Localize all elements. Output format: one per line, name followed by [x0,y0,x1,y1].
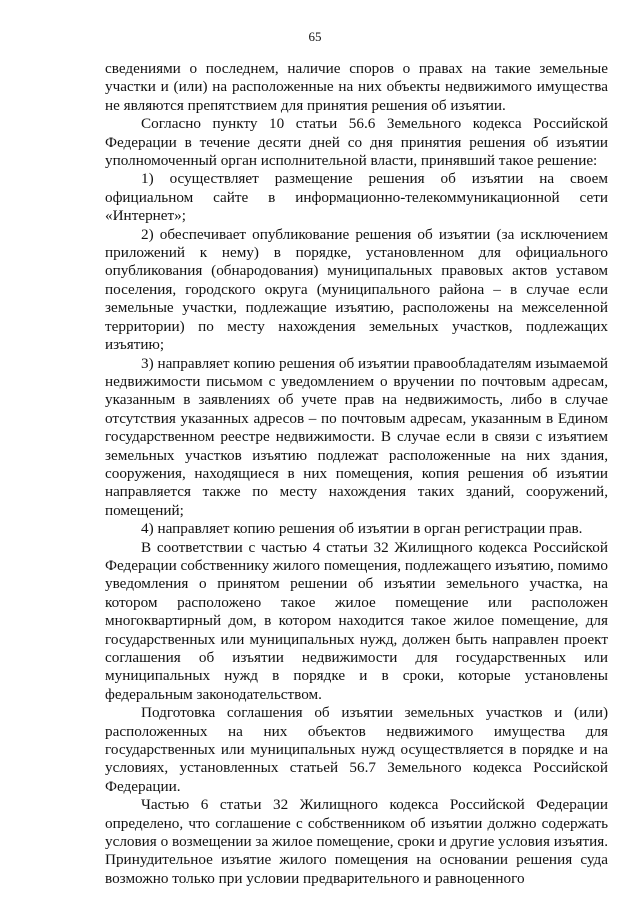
paragraph: сведениями о последнем, наличие споров о правах на такие земельные участки и (или) на расположенные на них объекты недвижимого имущества не являются препятствием для принятия решения об изъятии. [105,60,608,114]
list-item: 4) направляет копию решения об изъятии в орган регистрации прав. [141,520,583,538]
body-text [105,60,608,888]
list-item: 3) направляет копию решения об изъятии правообладателям изымаемой недвижимости письмом с уведомлением о вручении по почтовым адресам, указанным в заявлениях об учете прав на недвижимость, либо в случае отсутствия указанных адресов – по почтовым адресам, указанным в Едином государственном реестре недвижимости. В случае если в связи с изъятием земельных участков изъятию подлежат расположенные на них здания, сооружения, находящиеся в них помещения, копия решения об изъятии направляется также по месту нахождения таких зданий, сооружений, помещений; [105,354,608,519]
list-item: 1) осуществляет размещение решения об изъятии на своем официальном сайте в информационно-телекоммуникационной сети «Интернет»; [105,170,608,225]
paragraph: Частью 6 статьи 32 Жилищного кодекса Российской Федерации определено, что соглашение с собственником об изъятии должно содержать условия о возмещении за жилое помещение, сроки и другие условия изъятия. Принудительное изъятие жилого помещения на основании решения суда возможно только при условии предварительного и равноценного [105,796,608,887]
list-item: 2) обеспечивает опубликование решения об изъятии (за исключением приложений к нему) в порядке, установленном для официального опубликования (обнародования) муниципальных правовых актов уставом поселения, городского округа (муниципального района – в случае если земельные участки, подлежащие изъятию, расположены на межселенной территории) по месту нахождения земельных участков, подлежащих изъятию; [105,225,608,354]
paragraph: Согласно пункту 10 статьи 56.6 Земельного кодекса Российской Федерации в течение десяти дней со дня принятия решения об изъятии уполномоченный орган исполнительной власти, принявший такое решение: [105,115,608,170]
paragraph: В соответствии с частью 4 статьи 32 Жилищного кодекса Российской Федерации собственнику жилого помещения, подлежащего изъятию, помимо уведомления о принятом решении об изъятии земельного участка, на котором расположено такое жилое помещение или расположен многоквартирный дом, в котором находится такое жилое помещение, для государственных или муниципальных нужд, должен быть направлен проект соглашения об изъятии недвижимости для государственных или муниципальных нужд в порядке и в сроки, которые установлены федеральным законодательством. [105,538,608,703]
paragraph: Подготовка соглашения об изъятии земельных участков и (или) расположенных на них объектов недвижимого имущества для государственных или муниципальных нужд осуществляется в порядке и на условиях, установленных статьей 56.7 Земельного кодекса Российской Федерации. [105,704,608,795]
page-number: 65 [308,29,322,44]
